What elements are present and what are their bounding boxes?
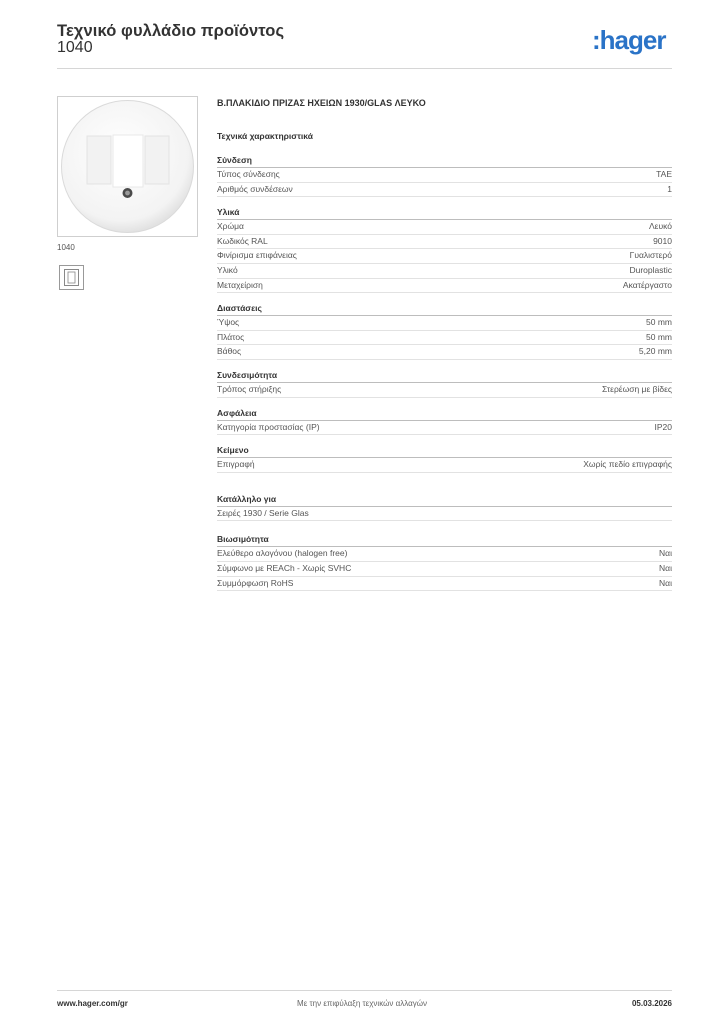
spec-row [217, 547, 672, 562]
suitable-for-group [217, 493, 672, 522]
spec-label: Μεταχείριση [217, 279, 263, 290]
spec-label: Τρόπος στήριξης [217, 383, 282, 394]
hager-logo [592, 24, 678, 58]
spec-value: TAE [656, 169, 672, 179]
spec-label: Ύψος [217, 317, 240, 328]
spec-row [217, 331, 672, 346]
group-title: Σύνδεση [217, 154, 672, 168]
group-title: Κατάλληλο για [217, 493, 672, 507]
group-title: Συνδεσιμότητα [217, 369, 672, 383]
spec-label: Βάθος [217, 346, 242, 357]
spec-row [217, 421, 672, 436]
sustainability-group [217, 533, 672, 591]
spec-label: Τύπος σύνδεσης [217, 169, 280, 179]
spec-value: Ναι [659, 548, 672, 559]
spec-label: Σύμφωνο με REACh - Χωρίς SVHC [217, 562, 352, 573]
spec-row [217, 235, 672, 250]
spec-value: 1 [667, 183, 672, 194]
spec-group [217, 444, 672, 473]
header-divider [57, 68, 672, 69]
spec-row [217, 279, 672, 294]
spec-value: Ναι [659, 562, 672, 573]
spec-value: 9010 [653, 235, 672, 246]
group-title: Ασφάλεια [217, 407, 672, 421]
spec-value: Γυαλιστερό [629, 250, 672, 261]
group-title: Βιωσιμότητα [217, 533, 672, 547]
product-thumbnail-icon[interactable] [59, 265, 84, 290]
spec-row [217, 562, 672, 577]
spec-row [217, 183, 672, 198]
spec-row [217, 220, 672, 235]
product-name: Β.ΠΛΑΚΙΔΙΟ ΠΡΙΖΑΣ ΗΧΕΙΩΝ 1930/GLAS ΛΕΥΚΟ [217, 98, 426, 108]
spec-value: IP20 [654, 421, 672, 432]
spec-value: Ναι [659, 577, 672, 588]
spec-label: Πλάτος [217, 331, 245, 342]
page-title: Τεχνικό φυλλάδιο προϊόντος [57, 22, 285, 40]
spec-label: Κατηγορία προστασίας (IP) [217, 421, 320, 432]
group-title: Υλικά [217, 206, 672, 220]
spec-group [217, 206, 672, 293]
spec-label: Χρώμα [217, 221, 244, 232]
spec-value: 5,20 mm [638, 346, 672, 357]
photo-caption: 1040 [57, 243, 75, 252]
spec-groups [217, 154, 672, 473]
footer-disclaimer: Με την επιφύλαξη τεχνικών αλλαγών [297, 999, 427, 1008]
socket-plate-photo [58, 97, 197, 236]
spec-value: 50 mm [646, 331, 672, 342]
group-title: Κείμενο [217, 444, 672, 458]
spec-value: Duroplastic [629, 264, 672, 275]
spec-value: Χωρίς πεδίο επιγραφής [583, 459, 672, 470]
spec-group [217, 369, 672, 398]
spec-row [217, 507, 672, 522]
spec-group [217, 407, 672, 436]
spec-label: Επιγραφή [217, 459, 255, 470]
spec-label: Αριθμός συνδέσεων [217, 183, 293, 194]
spec-row [217, 168, 672, 183]
tech-heading: Τεχνικά χαρακτηριστικά [217, 131, 313, 141]
spec-value: Ακατέργαστο [622, 279, 672, 290]
product-photo-frame [57, 96, 198, 237]
svg-text::hager: :hager [592, 25, 666, 55]
footer-date: 05.03.2026 [631, 999, 672, 1008]
spec-row [217, 249, 672, 264]
spec-row [217, 577, 672, 592]
spec-sheet [217, 96, 672, 591]
product-code: 1040 [57, 39, 93, 56]
spec-label: Υλικό [217, 264, 238, 275]
spec-label: Ελεύθερο αλογόνου (halogen free) [217, 548, 348, 559]
spec-row [217, 264, 672, 279]
spec-label: Συμμόρφωση RoHS [217, 577, 294, 588]
spec-value: Λευκό [649, 221, 672, 232]
footer-divider [57, 990, 672, 991]
spec-value: Στερέωση με βίδες [601, 383, 672, 394]
spec-row [217, 383, 672, 398]
spec-row [217, 316, 672, 331]
group-title: Διαστάσεις [217, 302, 672, 316]
footer-website-link[interactable]: www.hager.com/gr [57, 999, 128, 1008]
spec-label: Φινίρισμα επιφάνειας [217, 250, 297, 261]
spec-label: Σειρές 1930 / Serie Glas [217, 507, 309, 518]
spec-value: 50 mm [646, 317, 672, 328]
spec-group [217, 154, 672, 197]
spec-row [217, 458, 672, 473]
spec-group [217, 302, 672, 360]
spec-row [217, 345, 672, 360]
spec-label: Κωδικός RAL [217, 235, 268, 246]
